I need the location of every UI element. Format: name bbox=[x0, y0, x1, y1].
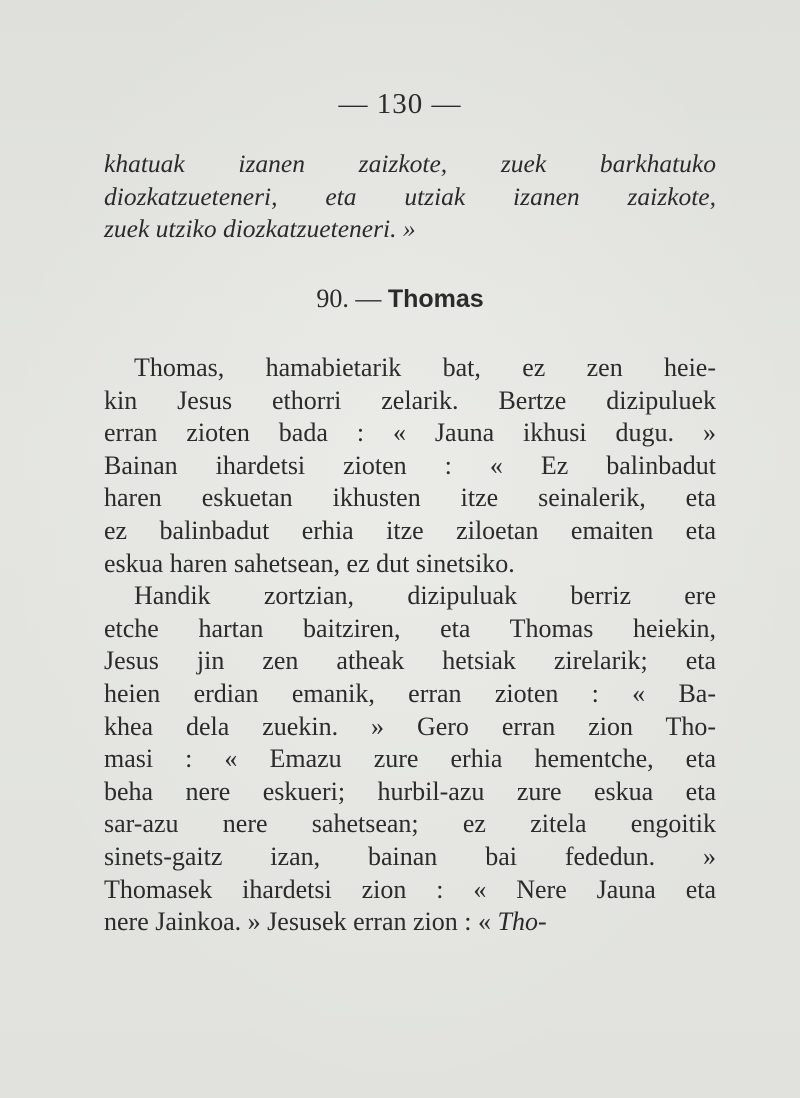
body-line: eskua haren sahetsean, ez dut sinetsiko. bbox=[104, 548, 515, 578]
body-line-text: nere Jainkoa. » Jesusek erran zion : « bbox=[104, 907, 491, 937]
body-line: heien erdian emanik, erran zioten : « Ba- bbox=[104, 678, 716, 708]
body-line: ez balinbadut erhia itze ziloetan emaiten eta bbox=[104, 515, 716, 545]
intro-line: diozkatzueteneri, eta utziak izanen zaizkote, bbox=[104, 181, 716, 211]
body-line: etche hartan baitziren, eta Thomas heiekin, bbox=[104, 613, 716, 643]
body-text bbox=[104, 352, 716, 939]
body-line-last bbox=[104, 906, 716, 939]
body-line: khea dela zuekin. » Gero erran zion Tho- bbox=[104, 711, 716, 741]
section-title: Thomas bbox=[387, 285, 484, 313]
intro-line: khatuak izanen zaizkote, zuek barkhatuko bbox=[104, 149, 716, 178]
body-line: erran zioten bada : « Jauna ikhusi dugu. » bbox=[104, 418, 716, 448]
intro-paragraph bbox=[104, 148, 716, 246]
body-line: Handik zortzian, dizipuluak berriz ere bbox=[134, 581, 716, 611]
page-number: — 130 — bbox=[338, 88, 462, 120]
body-line-tail: Tho- bbox=[497, 907, 547, 937]
body-line: beha nere eskueri; hurbil-azu zure eskua eta bbox=[104, 776, 716, 806]
body-line: Jesus jin zen atheak hetsiak zirelarik; eta bbox=[104, 646, 716, 676]
section-number: 90. — bbox=[316, 284, 382, 313]
body-line: sar-azu nere sahetsean; ez zitela engoitik bbox=[104, 809, 716, 839]
body-line: Bainan ihardetsi zioten : « Ez balinbadut bbox=[104, 450, 716, 480]
body-line: kin Jesus ethorri zelarik. Bertze dizipuluek bbox=[104, 385, 716, 415]
body-line: sinets-gaitz izan, bainan bai fededun. » bbox=[104, 841, 716, 871]
intro-line: zuek utziko diozkatzueteneri. » bbox=[104, 214, 416, 243]
body-line: Thomasek ihardetsi zion : « Nere Jauna eta bbox=[104, 874, 716, 904]
section-heading bbox=[0, 284, 800, 314]
body-line: Thomas, hamabietarik bat, ez zen heie- bbox=[134, 353, 716, 382]
body-line: masi : « Emazu zure erhia hementche, eta bbox=[104, 744, 716, 774]
body-line: haren eskuetan ikhusten itze seinalerik, eta bbox=[104, 483, 716, 513]
